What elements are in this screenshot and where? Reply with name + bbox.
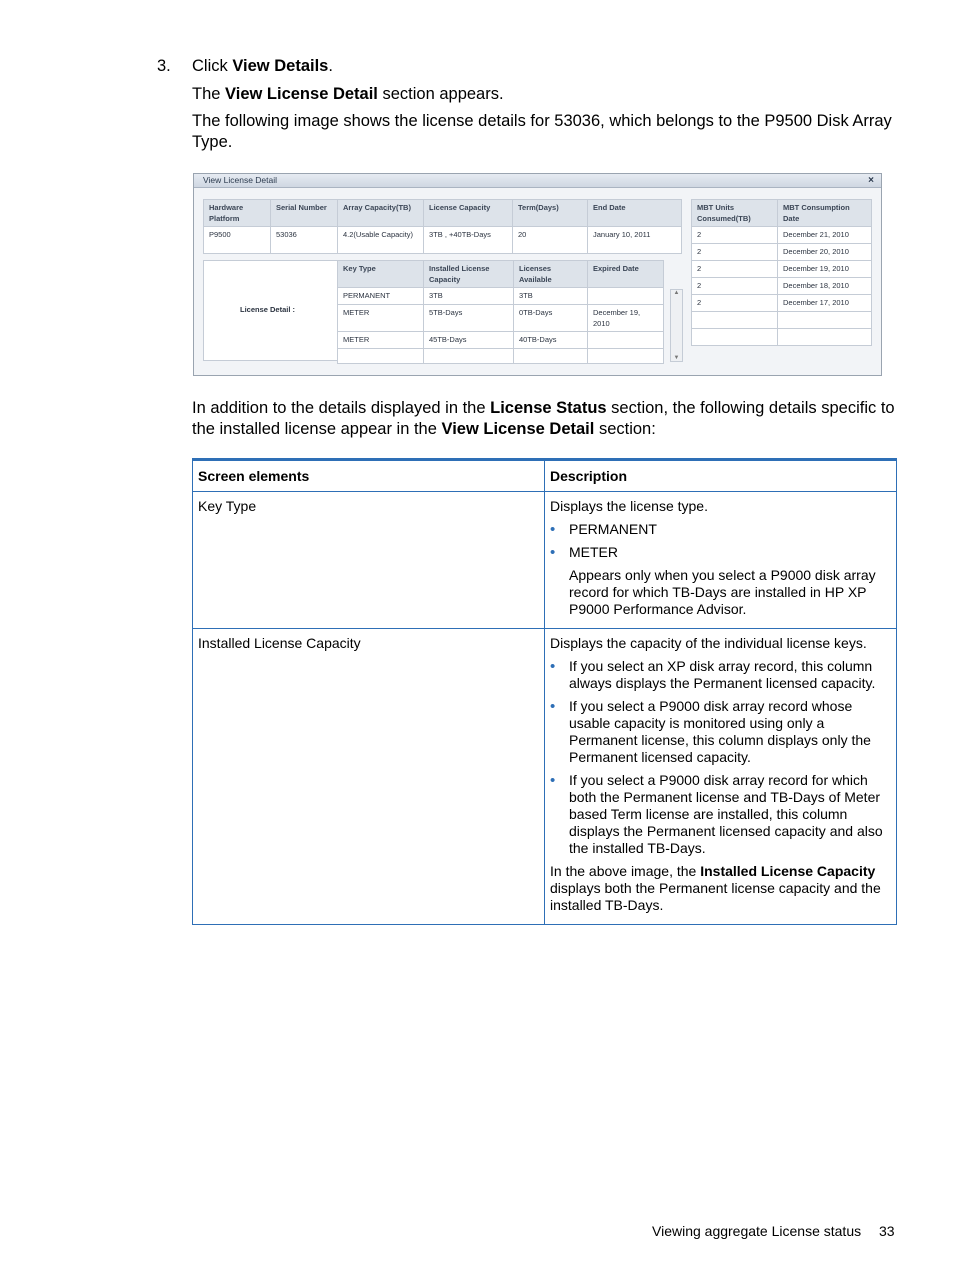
cell: 53036	[271, 227, 338, 254]
intro-bold: View License Detail	[441, 420, 595, 438]
summary-header: Serial Number	[271, 200, 338, 227]
summary-header: Term(Days)	[513, 200, 588, 227]
view-license-detail-screenshot	[193, 173, 882, 376]
cell: 3TB	[424, 288, 514, 305]
cell: 2	[692, 227, 778, 244]
description-installed-license-capacity	[545, 629, 897, 925]
detail-header: Expired Date	[588, 261, 664, 288]
summary-header: End Date	[588, 200, 682, 227]
mbt-header: MBT Units Consumed(TB)	[692, 200, 778, 227]
list-item: • If you select a P9000 disk array record whose usable capacity is monitored using only a Permanent license, this column displays only the Permanent licensed capacity.	[569, 698, 891, 766]
cell: 2	[692, 244, 778, 261]
table-row[interactable]	[692, 278, 872, 295]
table-row-empty	[692, 329, 872, 346]
cell-empty	[692, 329, 778, 346]
cell: December 20, 2010	[778, 244, 872, 261]
tail-text: displays both the Permanent license capacity and the installed TB-Days.	[550, 880, 881, 913]
page-number: 33	[879, 1223, 895, 1239]
table-row-empty	[338, 349, 664, 364]
summary-header-row	[204, 200, 682, 227]
tail-bold: Installed License Capacity	[700, 863, 876, 879]
license-detail-label-box	[203, 260, 339, 361]
cell: December 19, 2010	[778, 261, 872, 278]
cell: PERMANENT	[338, 288, 424, 305]
cell: January 10, 2011	[588, 227, 682, 254]
cell: 3TB , +40TB-Days	[424, 227, 513, 254]
table-row	[193, 492, 897, 629]
description-lead: Displays the capacity of the individual license keys.	[550, 635, 867, 651]
element-key-type: Key Type	[193, 492, 545, 629]
cell: December 18, 2010	[778, 278, 872, 295]
cell-empty	[338, 349, 424, 364]
cell: 2	[692, 278, 778, 295]
description-key-type	[545, 492, 897, 629]
list-item: • If you select a P9000 disk array record for which both the Permanent license and TB-Days of Meter based Term license are installed, this column displays the Permanent licensed capacity and also the installed TB-Days.	[569, 772, 891, 857]
table-row[interactable]	[692, 244, 872, 261]
detail-scrollbar[interactable]	[670, 289, 683, 362]
header-description: Description	[545, 460, 897, 492]
cell-empty	[588, 349, 664, 364]
table-row[interactable]	[204, 227, 682, 254]
cell: 20	[513, 227, 588, 254]
intro-text: section, the following details specific to the installed license appear in the	[192, 399, 895, 438]
close-icon[interactable]: ×	[868, 175, 874, 186]
cell: 0TB-Days	[514, 305, 588, 332]
appears-line	[192, 84, 504, 105]
step-click-line	[192, 56, 333, 77]
tail-text: In the above image, the	[550, 863, 701, 879]
cell: December 17, 2010	[778, 295, 872, 312]
appears-target: View License Detail	[225, 85, 378, 103]
table-row[interactable]	[692, 295, 872, 312]
element-installed-license-capacity: Installed License Capacity	[193, 629, 545, 925]
intro-bold: License Status	[490, 399, 607, 417]
click-suffix: .	[328, 57, 333, 75]
mbt-header-row	[692, 200, 872, 227]
description-tail	[550, 863, 891, 914]
cell	[588, 332, 664, 349]
scroll-up-icon[interactable]: ▲	[673, 290, 680, 296]
summary-table	[203, 199, 682, 254]
table-row-empty	[692, 312, 872, 329]
summary-header: Hardware Platform	[204, 200, 271, 227]
cell-empty	[514, 349, 588, 364]
cell-empty	[424, 349, 514, 364]
dialog-title: View License Detail	[203, 175, 278, 185]
details-intro	[192, 398, 897, 440]
summary-header: Array Capacity(TB)	[338, 200, 424, 227]
table-row[interactable]	[338, 288, 664, 305]
cell: P9500	[204, 227, 271, 254]
list-item: • If you select an XP disk array record, this column always displays the Permanent licensed capacity.	[569, 658, 891, 692]
mbt-header: MBT Consumption Date	[778, 200, 872, 227]
cell-empty	[778, 329, 872, 346]
click-target: View Details	[232, 57, 329, 75]
appears-prefix: The	[192, 85, 226, 103]
cell: 2	[692, 261, 778, 278]
cell: METER	[338, 305, 424, 332]
bullet-list	[550, 521, 891, 561]
cell: 2	[692, 295, 778, 312]
cell: 4.2(Usable Capacity)	[338, 227, 424, 254]
summary-header: License Capacity	[424, 200, 513, 227]
cell-empty	[778, 312, 872, 329]
license-detail-label: License Detail :	[240, 305, 296, 314]
cell: 5TB-Days	[424, 305, 514, 332]
step-number: 3.	[157, 57, 171, 75]
appears-suffix: section appears.	[377, 85, 504, 103]
table-row	[193, 629, 897, 925]
cell: December 21, 2010	[778, 227, 872, 244]
mbt-table	[691, 199, 872, 346]
table-row[interactable]	[338, 305, 664, 332]
detail-header: Installed License Capacity	[424, 261, 514, 288]
scroll-down-icon[interactable]: ▼	[673, 355, 680, 361]
detail-header-row	[338, 261, 664, 288]
detail-header: Key Type	[338, 261, 424, 288]
bullet-list	[550, 658, 891, 857]
dialog-titlebar	[194, 174, 881, 188]
table-row[interactable]	[338, 332, 664, 349]
detail-header: Licenses Available	[514, 261, 588, 288]
intro-text: In addition to the details displayed in the	[192, 399, 491, 417]
click-prefix: Click	[192, 57, 233, 75]
cell: December 19, 2010	[588, 305, 664, 332]
footer-section-title: Viewing aggregate License status	[652, 1223, 862, 1239]
description-lead: Displays the license type.	[550, 498, 708, 514]
table-header-row	[193, 460, 897, 492]
table-row[interactable]	[692, 227, 872, 244]
cell-empty	[692, 312, 778, 329]
list-item: • METER	[569, 544, 891, 561]
screen-elements-table	[192, 458, 897, 925]
intro-text: section:	[594, 420, 656, 438]
cell: 45TB-Days	[424, 332, 514, 349]
cell: 40TB-Days	[514, 332, 588, 349]
cell: METER	[338, 332, 424, 349]
header-screen-elements: Screen elements	[193, 460, 545, 492]
cell	[588, 288, 664, 305]
cell: 3TB	[514, 288, 588, 305]
license-detail-table	[337, 260, 664, 364]
meter-note: Appears only when you select a P9000 disk array record for which TB-Days are installed in HP XP P9000 Performance Advisor.	[569, 567, 876, 617]
image-intro: The following image shows the license details for 53036, which belongs to the P9500 Disk Array Type.	[192, 112, 892, 151]
list-item: • PERMANENT	[569, 521, 891, 538]
table-row[interactable]	[692, 261, 872, 278]
